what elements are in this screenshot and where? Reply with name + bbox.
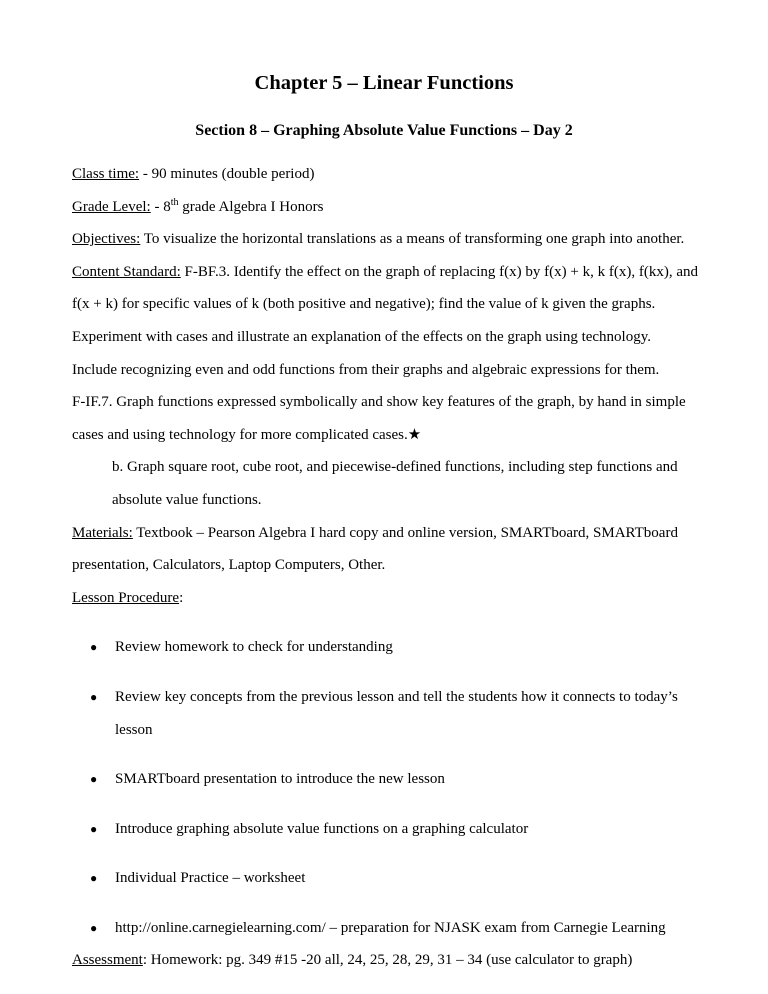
bullet-icon: ● xyxy=(90,772,98,787)
class-time-line xyxy=(72,158,699,191)
grade-level-line xyxy=(72,191,699,224)
objectives-line xyxy=(72,223,699,256)
grade-level-value-pre: - 8 xyxy=(150,198,171,215)
procedure-item-text: Introduce graphing absolute value functions on a graphing calculator xyxy=(115,820,529,837)
list-item xyxy=(72,862,699,895)
chapter-title: Chapter 5 – Linear Functions xyxy=(254,72,514,94)
assessment-label: Assessment xyxy=(72,952,143,969)
assessment-value: : Homework: pg. 349 #15 -20 all, 24, 25, 28, 29, 31 – 34 (use calculator to graph) xyxy=(142,952,633,969)
bullet-icon: ● xyxy=(90,640,98,655)
fif7-line-2: cases and using technology for more complicated cases.★ xyxy=(72,426,422,443)
materials-line-2: presentation, Calculators, Laptop Computers, Other. xyxy=(72,557,386,574)
lesson-plan-body xyxy=(72,158,699,977)
procedure-item-text: SMARTboard presentation to introduce the new lesson xyxy=(115,771,445,788)
list-item xyxy=(72,912,699,945)
bullet-icon: ● xyxy=(90,920,98,935)
content-standard-line-3: Experiment with cases and illustrate an explanation of the effects on the graph using technology. xyxy=(72,328,651,345)
list-item xyxy=(72,763,699,796)
objectives-value: To visualize the horizontal translations as a means of transforming one graph into another. xyxy=(140,231,685,248)
grade-level-sup: th xyxy=(170,196,179,208)
bullet-icon: ● xyxy=(90,689,98,704)
grade-level-label: Grade Level: xyxy=(72,198,151,215)
bullet-icon: ● xyxy=(90,821,98,836)
materials-text-1: Textbook – Pearson Algebra I hard copy and online version, SMARTboard, SMARTboard xyxy=(132,524,678,541)
list-item xyxy=(72,631,699,664)
procedure-item-link[interactable]: http://online.carnegielearning.com/ – preparation for NJASK exam from Carnegie Learning xyxy=(115,919,666,936)
class-time-value: - 90 minutes (double period) xyxy=(139,166,315,182)
materials-line-1 xyxy=(72,517,699,550)
materials-label: Materials: xyxy=(72,524,133,541)
fif7-b-line-1: b. Graph square root, cube root, and piecewise-defined functions, including step functions and xyxy=(112,459,678,476)
section-title: Section 8 – Graphing Absolute Value Functions – Day 2 xyxy=(195,122,573,139)
fif7-line-1: F-IF.7. Graph functions expressed symbolically and show key features of the graph, by hand in simple xyxy=(72,394,686,411)
procedure-colon: : xyxy=(179,589,184,606)
objectives-label: Objectives: xyxy=(72,231,141,248)
bullet-icon: ● xyxy=(90,871,98,886)
assessment-line xyxy=(72,944,699,977)
procedure-item-text: Individual Practice – worksheet xyxy=(115,870,306,887)
procedure-item-text: Review key concepts from the previous lesson and tell the students how it connects to today’s lesson xyxy=(115,688,678,738)
content-standard-text-1: F-BF.3. Identify the effect on the graph of replacing f(x) by f(x) + k, k f(x), f(kx), and xyxy=(180,263,698,280)
content-standard-label: Content Standard: xyxy=(72,263,181,280)
procedure-heading xyxy=(72,582,699,615)
class-time-label: Class time: xyxy=(72,166,140,182)
content-standard-line-2: f(x + k) for specific values of k (both positive and negative); find the value of k given the graphs. xyxy=(72,296,656,313)
procedure-list xyxy=(72,631,699,944)
content-standard-block xyxy=(72,256,699,517)
content-standard-line-4: Include recognizing even and odd functions from their graphs and algebraic expressions for them. xyxy=(72,361,660,378)
content-standard-line-1 xyxy=(72,256,699,289)
grade-level-value-post: grade Algebra I Honors xyxy=(178,198,324,215)
list-item xyxy=(72,681,699,746)
procedure-item-text: Review homework to check for understanding xyxy=(115,639,393,656)
list-item xyxy=(72,813,699,846)
procedure-label: Lesson Procedure xyxy=(72,589,180,606)
fif7-b-line-2: absolute value functions. xyxy=(112,491,262,508)
